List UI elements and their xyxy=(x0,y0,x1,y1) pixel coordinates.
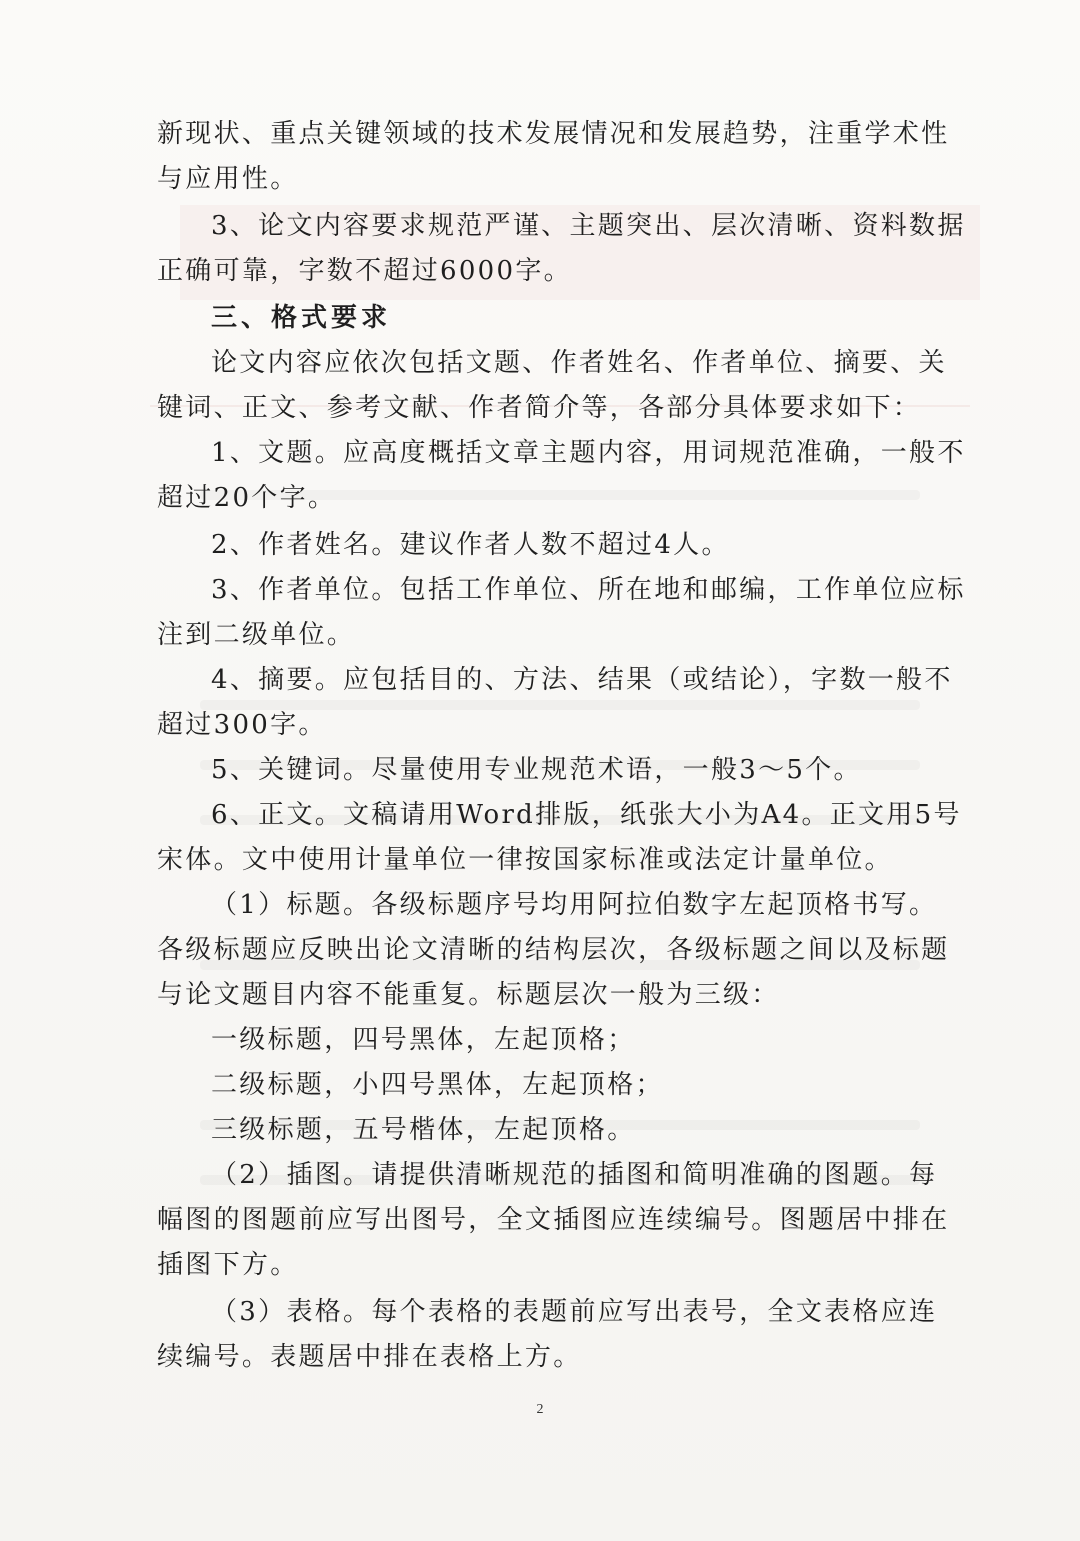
paragraph-line: 论文内容应依次包括文题、作者姓名、作者单位、摘要、关 xyxy=(211,348,947,378)
paragraph-line: 插图下方。 xyxy=(157,1250,299,1280)
paragraph-line: （3）表格。每个表格的表题前应写出表号，全文表格应连 xyxy=(211,1297,938,1327)
paragraph-line: 3、论文内容要求规范严谨、主题突出、层次清晰、资料数据 xyxy=(211,211,966,241)
paragraph-line: 宋体。文中使用计量单位一律按国家标准或法定计量单位。 xyxy=(157,845,893,875)
page-number: 2 xyxy=(536,1402,544,1417)
paragraph-line: 幅图的图题前应写出图号，全文插图应连续编号。图题居中排在 xyxy=(157,1205,950,1235)
paragraph-line: 1、文题。应高度概括文章主题内容，用词规范准确，一般不 xyxy=(211,438,966,468)
paragraph-line: 三级标题，五号楷体，左起顶格。 xyxy=(211,1115,636,1145)
paragraph-line: 4、摘要。应包括目的、方法、结果（或结论），字数一般不 xyxy=(211,665,953,695)
paragraph-line: 超过300字。 xyxy=(157,710,327,740)
paragraph-line: 新现状、重点关键领域的技术发展情况和发展趋势，注重学术性 xyxy=(157,119,950,149)
paragraph-line: 3、作者单位。包括工作单位、所在地和邮编，工作单位应标 xyxy=(211,575,966,605)
paragraph-line: 超过20个字。 xyxy=(157,483,337,513)
paragraph-line: 正确可靠，字数不超过6000字。 xyxy=(157,256,572,286)
paragraph-line: 键词、正文、参考文献、作者简介等，各部分具体要求如下： xyxy=(157,393,922,423)
paragraph-line: 续编号。表题居中排在表格上方。 xyxy=(157,1342,582,1372)
paragraph-line: 与论文题目内容不能重复。标题层次一般为三级： xyxy=(157,980,780,1010)
paragraph-line: 与应用性。 xyxy=(157,164,299,194)
body-text xyxy=(157,112,966,1380)
paragraph-line: （1）标题。各级标题序号均用阿拉伯数字左起顶格书写。 xyxy=(211,890,938,920)
paragraph-line: （2）插图。请提供清晰规范的插图和简明准确的图题。每 xyxy=(211,1160,938,1190)
paragraph-line: 5、关键词。尽量使用专业规范术语，一般3～5个。 xyxy=(211,755,862,785)
paragraph-line: 2、作者姓名。建议作者人数不超过4人。 xyxy=(211,530,730,560)
paragraph-line: 一级标题，四号黑体，左起顶格； xyxy=(211,1025,636,1055)
section-heading: 三、格式要求 xyxy=(211,303,392,333)
paragraph-line: 二级标题，小四号黑体，左起顶格； xyxy=(211,1070,664,1100)
paragraph-line: 6、正文。文稿请用Word排版，纸张大小为A4。正文用5号 xyxy=(211,800,962,830)
paragraph-line: 各级标题应反映出论文清晰的结构层次，各级标题之间以及标题 xyxy=(157,935,950,965)
paragraph-line: 注到二级单位。 xyxy=(157,620,356,650)
